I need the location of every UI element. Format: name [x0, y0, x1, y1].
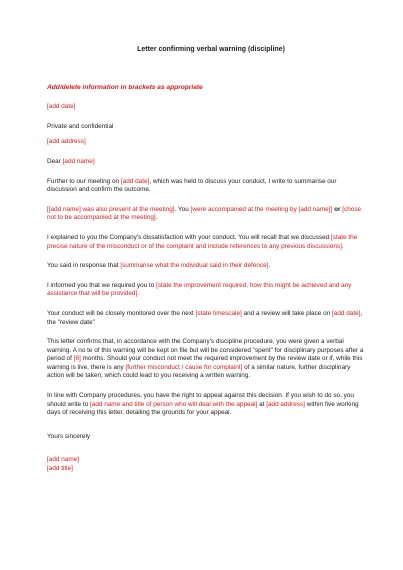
or-text: or	[332, 205, 343, 213]
closing: Yours sincerely	[47, 432, 91, 440]
paragraph-text: of a similar nature, further disciplinary action will be taken, which could lead to you receiving a written warning.	[47, 363, 351, 380]
paragraph-text: Further to our meeting on	[47, 177, 121, 185]
present-placeholder: [[add name] was also present at the meeting]	[47, 205, 175, 213]
confidential-line: Private and confidential	[47, 122, 114, 130]
paragraph-text: I explained to you the Company's dissatisfaction with your conduct. You will recall that we discussed	[47, 233, 331, 241]
salutation	[47, 158, 365, 167]
timescale-placeholder: [state timescale]	[195, 309, 242, 317]
paragraph-monitoring	[47, 310, 365, 327]
paragraph-text: .	[341, 242, 344, 250]
misconduct-placeholder: [state the precise nature of the misconduct or of the complaint and include references to any previous discussions]	[47, 233, 358, 250]
instruction-note: Add/delete information in brackets as appropriate	[47, 83, 203, 91]
paragraph-text: months. Should your conduct not meet the required improvement by the review date or if, while this warning is live, there is any	[47, 355, 363, 371]
paragraph-text: .	[137, 290, 140, 298]
review-date-placeholder: [add date]	[332, 309, 361, 317]
paragraph-appeal	[47, 392, 365, 418]
paragraph-meeting	[47, 178, 365, 195]
meeting-date-placeholder: [add date]	[120, 177, 150, 185]
date-placeholder: [add date]	[47, 103, 76, 111]
salutation-name-placeholder: [add name]	[62, 157, 95, 165]
improvement-placeholder: [state the improvement required, how this might be achieved and any assistance that will be provided]	[47, 281, 352, 298]
address-placeholder: [add address]	[47, 138, 86, 146]
letter-title: Letter confirming verbal warning (discipline)	[137, 46, 285, 53]
appeal-person-placeholder: [add name and title of person who will deal with the appeal]	[89, 400, 258, 408]
paragraph-text: , the "review date"	[47, 309, 363, 326]
paragraph-improvement	[47, 282, 365, 299]
paragraph-text: . You	[174, 205, 191, 213]
signature-name-placeholder: [add name]	[47, 456, 79, 464]
paragraph-dissatisfaction	[47, 234, 365, 251]
paragraph-text: This letter confirms that, in accordance with the Company's discipline procedure, you were given a verbal warning. A no te of this warning will be kept on file but will be considered "spent" for disciplinary purposes after a period of	[47, 338, 364, 363]
appeal-address-placeholder: [add address]	[266, 400, 305, 408]
paragraph-text: In line with Company procedures, you have the right to appeal against this decision. If you wish to do so, you should write to	[47, 392, 354, 408]
not-accompanied-placeholder: [chose not to be accompanied at the meeting]	[47, 205, 362, 222]
paragraph-warning	[47, 338, 365, 381]
accompanied-placeholder: [were accompanied at the meeting by [add name]]	[190, 205, 333, 213]
paragraph-text: , which was held to discuss your conduct, I write to summarise our discussion and confirm the outcome.	[47, 177, 337, 194]
signature-title-placeholder: [add title]	[47, 465, 73, 473]
paragraph-text: I informed you that we required you to	[47, 281, 157, 289]
paragraph-text: .	[155, 214, 158, 222]
paragraph-text: at	[257, 400, 267, 408]
paragraph-text: and a review will take place on	[241, 309, 333, 317]
letter-body	[47, 46, 365, 474]
period-placeholder: [6]	[73, 355, 81, 363]
defence-placeholder: [summarise what the individual said in their defence]	[120, 262, 269, 270]
paragraph-text: within five working days of receiving this letter, detailing the grounds for your appeal.	[47, 400, 359, 417]
paragraph-text: Your conduct will be closely monitored over the next	[47, 309, 196, 317]
paragraph-response	[47, 262, 365, 271]
paragraph-text: You said in response that	[47, 262, 121, 270]
misconduct-type-placeholder: [further misconduct / cause for complaint]	[125, 363, 243, 371]
salutation-text: Dear	[47, 157, 63, 165]
paragraph-attendance	[47, 206, 365, 223]
paragraph-text: .	[268, 262, 271, 270]
